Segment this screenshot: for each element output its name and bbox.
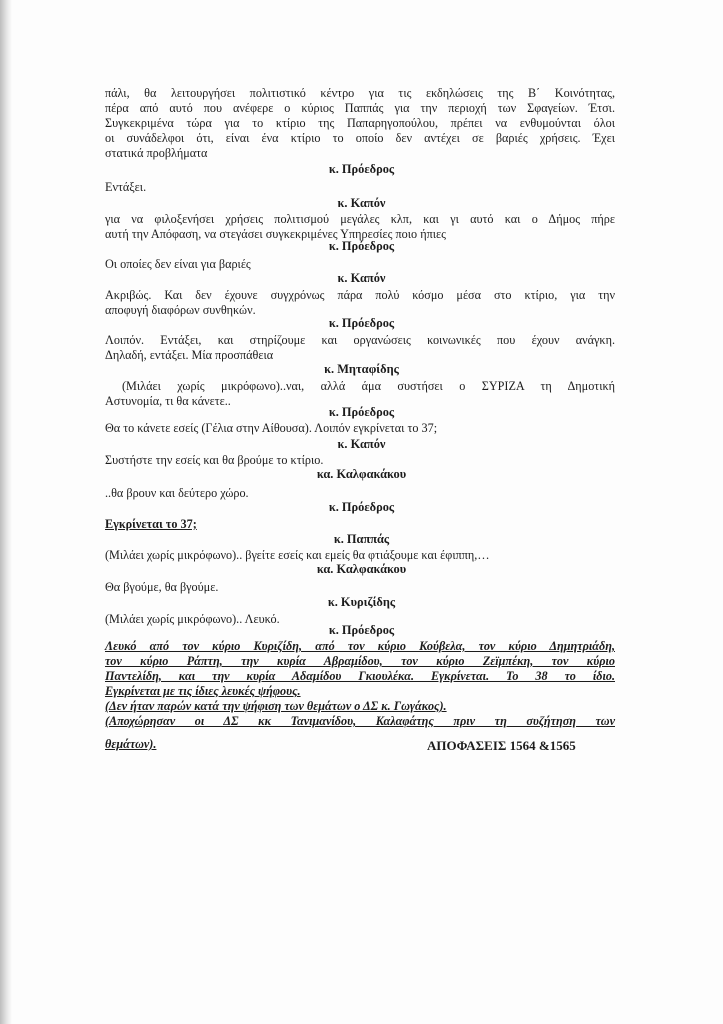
paragraph-line: αποφυγή διαφόρων συνθηκών. bbox=[105, 303, 256, 317]
speaker-heading: κα. Καλφακάκου bbox=[316, 467, 407, 481]
paragraph-line: Αστυνομία, τι θα κάνετε.. bbox=[105, 394, 231, 408]
paragraph-line: Εντάξει. bbox=[105, 180, 147, 194]
paragraph-line: αυτή την Απόφαση, να στεγάσει συγκεκριμένες Υπηρεσίες ποιο ήπιες bbox=[105, 227, 446, 241]
vote-result-line: Εγκρίνεται με τις ίδιες λευκές ψήφους. bbox=[105, 684, 301, 698]
speaker-heading: κ. Πρόεδρος bbox=[328, 316, 395, 330]
speaker-heading: κ. Μηταφίδης bbox=[324, 362, 399, 376]
paragraph-line: Συστήστε την εσείς και θα βρούμε το κτίριο. bbox=[105, 453, 324, 467]
paragraph-line: Οι οποίες δεν είναι για βαριές bbox=[105, 257, 251, 271]
paragraph-line: Θα βγούμε, θα βγούμε. bbox=[105, 580, 219, 594]
paragraph-line: για να φιλοξενήσει χρήσεις πολιτισμού μεγάλες κλπ, και γι αυτό και ο Δήμος πήρε bbox=[105, 212, 615, 226]
vote-result-line: Παντελίδη, και την κυρία Αδαμίδου Γκιουλέκα. Εγκρίνεται. Το 38 το ίδιο. bbox=[105, 669, 615, 683]
paragraph-line: Θα το κάνετε εσείς (Γέλια στην Αίθουσα). Λοιπόν εγκρίνεται το 37; bbox=[105, 421, 438, 435]
approval-line: Εγκρίνεται το 37; bbox=[105, 517, 197, 531]
speaker-heading: κ. Πρόεδρος bbox=[328, 239, 395, 253]
speaker-heading: κ. Πρόεδρος bbox=[328, 162, 395, 176]
paragraph-line: Ακριβώς. Και δεν έχουνε συγχρόνως πάρα πολύ κόσμο μέσα στο κτίριο, για την bbox=[105, 288, 615, 302]
paragraph-line: Δηλαδή, εντάξει. Μία προσπάθεια bbox=[105, 348, 274, 362]
attendance-note: (Αποχώρησαν οι ΔΣ κκ Τανιμανίδου, Καλαφάτης πριν τη συζήτηση των bbox=[105, 714, 615, 728]
paragraph-line: ..θα βρουν και δεύτερο χώρο. bbox=[105, 486, 249, 500]
speaker-heading: κ. Κυριζίδης bbox=[327, 595, 396, 609]
paragraph-line: πάλι, θα λειτουργήσει πολιτιστικό κέντρο για τις εκδηλώσεις της Β΄ Κοινότητας, bbox=[105, 86, 615, 100]
speaker-heading: κ. Πρόεδρος bbox=[328, 623, 395, 637]
speaker-heading: κ. Καπόν bbox=[337, 196, 386, 210]
attendance-note: (Δεν ήταν παρών κατά την ψήφιση των θεμάτων ο ΔΣ κ. Γωγάκος). bbox=[105, 699, 447, 713]
speaker-heading: κ. Πρόεδρος bbox=[328, 405, 395, 419]
speaker-heading: κ. Παππάς bbox=[333, 532, 390, 546]
attendance-note: θεμάτων). bbox=[105, 737, 157, 751]
speaker-heading: κ. Πρόεδρος bbox=[328, 500, 395, 514]
paragraph-line: Λοιπόν. Εντάξει, και στηρίζουμε και οργανώσεις κοινωνικές που έχουν ανάγκη. bbox=[105, 333, 615, 347]
vote-result-line: Λευκό από τον κύριο Κυριζίδη, από τον κύριο Κούβελα, τον κύριο Δημητριάδη, bbox=[105, 639, 615, 653]
speaker-heading: κ. Καπόν bbox=[337, 437, 386, 451]
paragraph-line: (Μιλάει χωρίς μικρόφωνο)..ναι, αλλά άμα συστήσει ο ΣΥΡΙΖΑ τη Δημοτική bbox=[122, 379, 615, 393]
decision-numbers: ΑΠΟΦΑΣΕΙΣ 1564 &1565 bbox=[427, 738, 576, 753]
paragraph-line: (Μιλάει χωρίς μικρόφωνο).. Λευκό. bbox=[105, 612, 280, 626]
speaker-heading: κ. Καπόν bbox=[337, 271, 386, 285]
paragraph-line: (Μιλάει χωρίς μικρόφωνο).. βγείτε εσείς και εμείς θα φτιάξουμε και έφιππη,… bbox=[105, 548, 490, 562]
paragraph-line: Συγκεκριμένα τώρα για το κτίριο της Παπαρηγοπούλου, πρέπει να ενθυμούνται όλοι bbox=[105, 116, 615, 130]
paragraph-line: πέρα από αυτό που ανέφερε ο κύριος Παππάς για την περιοχή των Σφαγείων. Έτσι. bbox=[105, 101, 615, 115]
speaker-heading: κα. Καλφακάκου bbox=[316, 562, 407, 576]
vote-result-line: τον κύριο Ράπτη, την κυρία Αβραμίδου, τον κύριο Ζεϊμπέκη, τον κύριο bbox=[105, 654, 615, 668]
paragraph-line: οι συνάδελφοι ότι, είναι ένα κτίριο το οποίο δεν αντέχει σε βαριές χρήσεις. Έχει bbox=[105, 131, 615, 145]
paragraph-line: στατικά προβλήματα bbox=[105, 146, 208, 160]
